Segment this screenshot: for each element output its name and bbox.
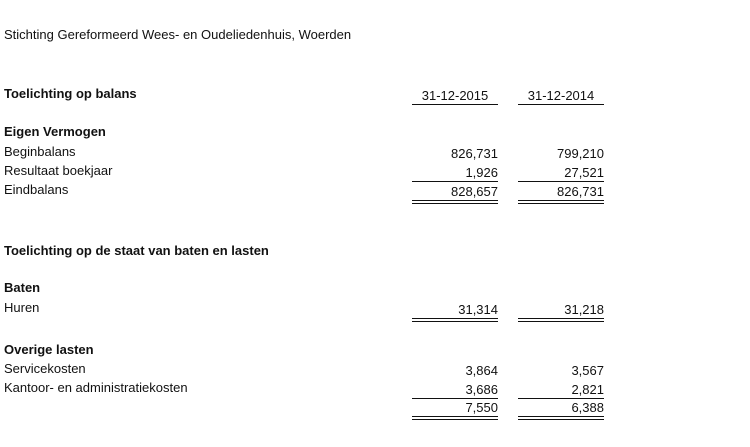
balance-notes-title: Toelichting op balans [4, 86, 137, 101]
value-resultaat-2015: 1,926 [465, 165, 498, 180]
value-expenses-total-2015: 7,550 [465, 400, 498, 415]
expenses-total-double-line-2014 [518, 416, 604, 420]
value-huren-2014: 31,218 [564, 302, 604, 317]
value-servicekosten-2014: 3,567 [571, 363, 604, 378]
other-expenses-heading: Overige lasten [4, 342, 94, 357]
value-beginbalans-2014: 799,210 [557, 146, 604, 161]
row-label-resultaat: Resultaat boekjaar [4, 163, 113, 178]
row-label-servicekosten: Servicekosten [4, 361, 86, 376]
subtotal-line-2015 [412, 181, 498, 182]
huren-double-line-2015 [412, 318, 498, 322]
total-double-line-2014 [518, 200, 604, 204]
value-kantoorkosten-2015: 3,686 [465, 382, 498, 397]
organization-title: Stichting Gereformeerd Wees- en Oudeliedenhuis, Woerden [4, 27, 352, 42]
value-kantoorkosten-2014: 2,821 [571, 382, 604, 397]
total-double-line-2015 [412, 200, 498, 204]
header-underline-2015 [412, 104, 498, 105]
equity-heading: Eigen Vermogen [4, 124, 106, 139]
income-statement-notes-title: Toelichting op de staat van baten en lasten [4, 243, 269, 258]
value-servicekosten-2015: 3,864 [465, 363, 498, 378]
value-eindbalans-2015: 828,657 [451, 184, 498, 199]
row-label-huren: Huren [4, 300, 40, 315]
value-huren-2015: 31,314 [458, 302, 498, 317]
row-label-eindbalans: Eindbalans [4, 182, 69, 197]
column-header-2014: 31-12-2014 [527, 88, 595, 103]
column-header-2015: 31-12-2015 [421, 88, 489, 103]
huren-double-line-2014 [518, 318, 604, 322]
expenses-total-double-line-2015 [412, 416, 498, 420]
row-label-beginbalans: Beginbalans [4, 144, 76, 159]
expenses-subtotal-line-2015 [412, 398, 498, 399]
value-expenses-total-2014: 6,388 [571, 400, 604, 415]
subtotal-line-2014 [518, 181, 604, 182]
value-resultaat-2014: 27,521 [564, 165, 604, 180]
header-underline-2014 [518, 104, 604, 105]
expenses-subtotal-line-2014 [518, 398, 604, 399]
income-heading: Baten [4, 280, 41, 295]
value-eindbalans-2014: 826,731 [557, 184, 604, 199]
row-label-kantoorkosten: Kantoor- en administratiekosten [4, 380, 188, 395]
value-beginbalans-2015: 826,731 [451, 146, 498, 161]
